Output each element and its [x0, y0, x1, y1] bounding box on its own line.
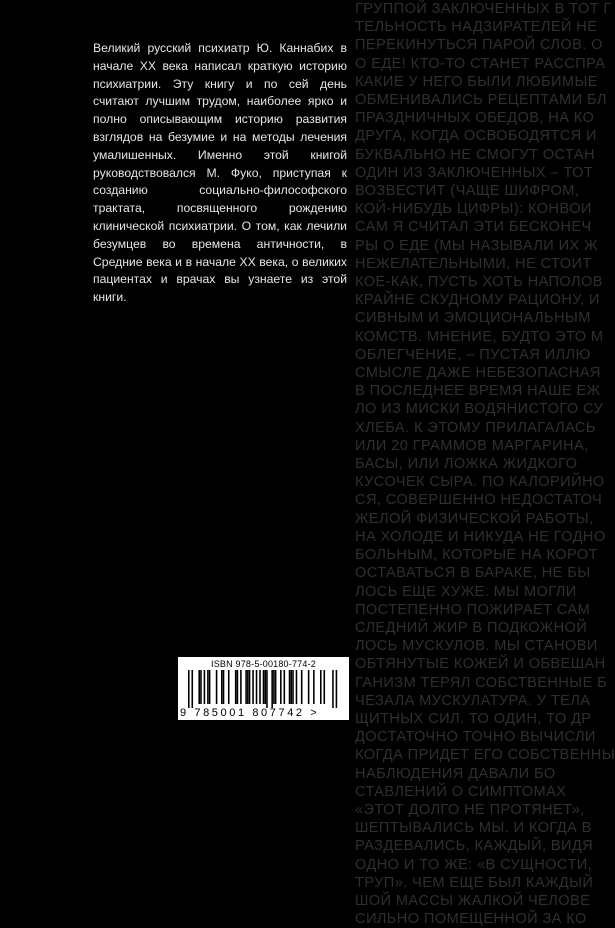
- background-text-line: ЛОСЬ МУСКУЛОВ. МЫ СТАНОВИ: [355, 638, 598, 655]
- background-text-line: ОДИН ИЗ ЗАКЛЮЧЕННЫХ – ТОТ: [355, 164, 594, 181]
- background-text-line: РЫ О ЕДЕ (МЫ НАЗЫВАЛИ ИХ Ж: [355, 237, 598, 254]
- background-text-line: ИЛИ 20 ГРАММОВ МАРГАРИНА,: [355, 437, 589, 454]
- barcode-bars-icon: [188, 670, 338, 708]
- background-text-block: [355, 0, 615, 928]
- isbn-label: ISBN 978-5-00180-774-2: [211, 659, 316, 669]
- background-text-line: ОДНО И ТО ЖЕ: «В СУЩНОСТИ,: [355, 856, 593, 873]
- background-text-line: СТАВЛЕНИЙ О СИМПТОМАХ: [355, 783, 567, 800]
- background-text-line: НАБЛЮДЕНИЯ ДАВАЛИ БО: [355, 765, 556, 782]
- background-text-line: ЧЕЗАЛА МУСКУЛАТУРА. У ТЕЛА: [355, 692, 591, 709]
- background-text-line: ДОСТАТОЧНО ТОЧНО ВЫЧИСЛИ: [355, 729, 596, 746]
- background-text-line: ШЕПТЫВАЛИСЬ МЫ. И КОГДА В: [355, 820, 592, 837]
- background-text-line: ПЕРЕКИНУТЬСЯ ПАРОЙ СЛОВ. О: [355, 37, 603, 54]
- background-text-line: НЕЖЕЛАТЕЛЬНЫМИ, НЕ СТОИТ: [355, 255, 592, 272]
- background-text-line: ГРУППОЙ ЗАКЛЮЧЕННЫХ В ТОТ Г: [355, 1, 612, 17]
- background-text-line: БАСЫ, ИЛИ ЛОЖКА ЖИДКОГО: [355, 456, 578, 473]
- background-text-line: КРАЙНЕ СКУДНОМУ РАЦИОНУ, И: [355, 292, 600, 309]
- background-text-line: КУСОЧЕК СЫРА. ПО КАЛОРИЙНО: [355, 474, 605, 491]
- background-text-line: НА ХОЛОДЕ И НИКУДА НЕ ГОДНО: [355, 528, 606, 545]
- background-text-line: КОЕ-КАК, ПУСТЬ ХОТЬ НАПОЛОВ: [355, 274, 603, 291]
- background-text-line: КОЙ-НИБУДЬ ЦИФРЫ): КОНВОИ: [355, 201, 592, 218]
- background-text-line: ТЕЛЬНОСТЬ НАДЗИРАТЕЛЕЙ НЕ: [355, 19, 598, 36]
- background-text-line: ТРУП». ЧЕМ ЕЩЕ БЫЛ КАЖДЫЙ: [355, 874, 594, 891]
- background-text-line: КОМСТВ. МНЕНИЕ, БУДТО ЭТО М: [355, 328, 604, 345]
- background-text-line: ХЛЕБА. К ЭТОМУ ПРИЛАГАЛАСЬ: [355, 419, 596, 436]
- background-text-line: КОГДА ПРИДЕТ ЕГО СОБСТВЕННЫ: [355, 747, 615, 764]
- background-text-line: РАЗДЕВАЛИСЬ, КАЖДЫЙ, ВИДЯ: [355, 838, 594, 855]
- book-annotation: Великий русский психиатр Ю. Каннабих в начале XX века написал краткую историю психиатрии. Эту книгу и по сей день считают лучшим трудом, наиболее ярко и полно описывающим историю развития взглядов на безумие и на методы лечения умалишенных. Именно этой книгой руководствовался М. Фуко, приступая к созданию социально-философского трактата, посвященного рождению клинической психиатрии. О том, как лечили безумцев во времена античности, в Средние века и в начале XX века, о великих пациентах и врачах вы узнаете из этой книги.: [93, 41, 347, 305]
- background-text-line: «ЭТОТ ДОЛГО НЕ ПРОТЯНЕТ»,: [355, 801, 585, 818]
- background-text-line: КАКИЕ У НЕГО БЫЛИ ЛЮБИМЫЕ: [355, 73, 598, 90]
- background-text-line: ГАНИЗМ ТЕРЯЛ СОБСТВЕННЫЕ Б: [355, 674, 608, 691]
- background-text-line: СЯ, СОВЕРШЕННО НЕДОСТАТОЧ: [355, 492, 603, 509]
- background-text-line: ЖЕЛОЙ ФИЗИЧЕСКОЙ РАБОТЫ,: [355, 510, 594, 527]
- background-text-line: ЛО ИЗ МИСКИ ВОДЯНИСТОГО СУ: [355, 401, 604, 418]
- background-text-line: СЛЕДНИЙ ЖИР В ПОДКОЖНОЙ: [355, 619, 588, 636]
- background-text-line: ШОЙ МАССЫ ЖАЛКОЙ ЧЕЛОВЕ: [355, 892, 591, 909]
- background-text-line: СИЛЬНО ПОМЕЩЕННОЙ ЗА КО: [355, 911, 587, 928]
- background-text-line: ОБМЕНИВАЛИСЬ РЕЦЕПТАМИ БЛ: [355, 92, 607, 109]
- background-text-line: БОЛЬНЫМ, КОТОРЫЕ НА КОРОТ: [355, 547, 598, 564]
- background-text-line: ЛОСЬ ЕЩЕ ХУЖЕ. МЫ МОГЛИ: [355, 583, 577, 600]
- background-text-line: ПОСТЕПЕННО ПОЖИРАЕТ САМ: [355, 601, 591, 618]
- background-text-line: СМЫСЛЕ ДАЖЕ НЕБЕЗОПАСНАЯ: [355, 365, 601, 382]
- isbn-barcode: [178, 657, 349, 720]
- background-text-line: ОСТАВАТЬСЯ В БАРАКЕ, НЕ БЫ: [355, 565, 591, 582]
- background-text-line: ДРУГА, КОГДА ОСВОБОДЯТСЯ И: [355, 128, 597, 145]
- background-text-line: БУКВАЛЬНО НЕ СМОГУТ ОСТАН: [355, 146, 595, 163]
- background-text-line: ОБТЯНУТЫЕ КОЖЕЙ И ОБВЕШАН: [355, 656, 606, 673]
- background-text-line: СИВНЫМ И ЭМОЦИОНАЛЬНЫМ: [355, 310, 591, 327]
- ean-digits: 9 785001 807742 >: [180, 707, 320, 719]
- background-text-line: ВОЗВЕСТИТ (ЧАЩЕ ШИФРОМ,: [355, 183, 580, 200]
- background-text-line: ЩИТНЫХ СИЛ. ТО ОДИН, ТО ДР: [355, 710, 592, 727]
- background-text-line: О ЕДЕ! КТО-ТО СТАНЕТ РАССПРА: [355, 55, 606, 72]
- background-text-line: ПРАЗДНИЧНЫХ ОБЕДОВ, НА КО: [355, 110, 595, 127]
- background-text-line: В ПОСЛЕДНЕЕ ВРЕМЯ НАШЕ ЕЖ: [355, 383, 601, 400]
- background-text-line: ОБЛЕГЧЕНИЕ, – ПУСТАЯ ИЛЛЮ: [355, 346, 591, 363]
- background-text-line: САМ Я СЧИТАЛ ЭТИ БЕСКОНЕЧ: [355, 219, 592, 236]
